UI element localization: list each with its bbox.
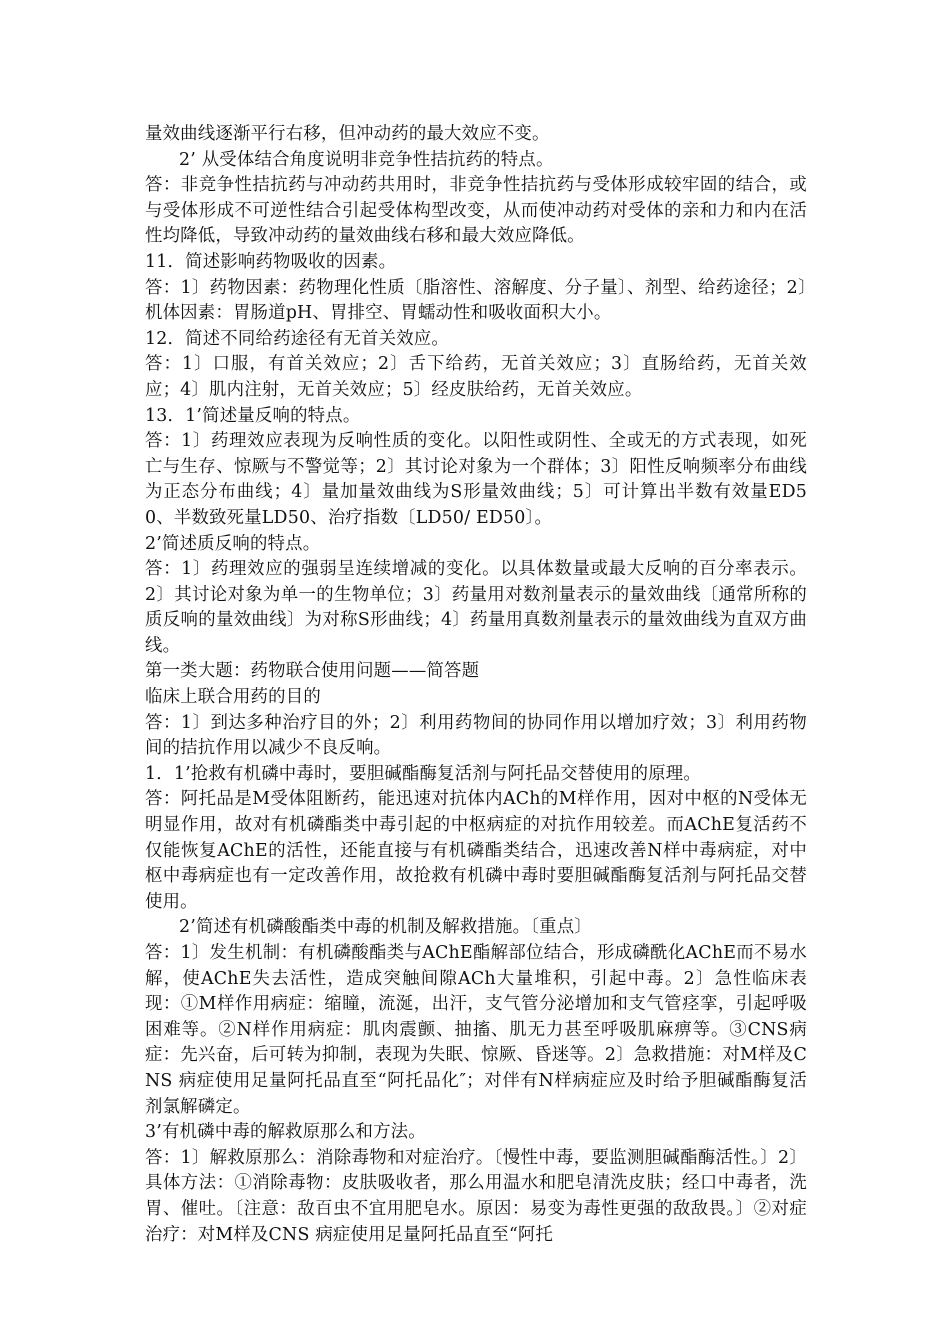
question-heading: 2’简述质反响的特点。 — [145, 533, 321, 554]
question-heading: 11．简述影响药物吸收的因素。 — [145, 251, 397, 272]
answer-paragraph: 答：1〕发生机制：有机磷酸酯类与AChE酯解部位结合，形成磷酰化AChE而不易水解，使AChE失去活性，造成突触间隙ACh大量堆积，引起中毒。2〕急性临床表现：①M样作用病症：缩瞳，流涎，出汗，支气管分泌增加和支气管痉挛，引起呼吸困难等。②N样作用病症：肌肉震颤、抽搐、肌无力甚至呼吸肌麻痹等。③CNS病症：先兴奋，后可转为抑制，表现为失眠、惊厥、昏迷等。2〕急救措施：对M样及CNS 病症使用足量阿托品直至“阿托品化″；对伴有N样病症应及时给予胆碱酯酶复活剂氯解磷定。 — [145, 943, 807, 1117]
question-heading: 2’ 从受体结合角度说明非竞争性拮抗药的特点。 — [179, 149, 554, 170]
document-body — [145, 122, 807, 1248]
question-heading: 3’有机磷中毒的解救原那么和方法。 — [145, 1122, 426, 1143]
paragraph: 量效曲线逐渐平行右移，但冲动药的最大效应不变。 — [145, 124, 550, 144]
question-heading: 1．1’抢救有机磷中毒时，要胆碱酯酶复活剂与阿托品交替使用的原理。 — [145, 763, 701, 784]
question-heading: 12．简述不同给药途径有无首关效应。 — [145, 328, 449, 349]
answer-paragraph: 答：1〕解救原那么：消除毒物和对症治疗。〔慢性中毒，要监测胆碱酯酶活性。〕2〕具体方法：①消除毒物：皮肤吸收者，那么用温水和肥皂清洗皮肤；经口中毒者，洗胃、催吐。〔注意：敌百虫不宜用肥皂水。原因：易变为毒性更强的敌敌畏。〕②对症治疗：对M样及CNS 病症使用足量阿托品直至“阿托 — [145, 1147, 807, 1245]
answer-paragraph: 答：1〕到达多种治疗目的外；2〕利用药物间的协同作用以增加疗效；3〕利用药物间的拮抗作用以减少不良反响。 — [145, 712, 807, 759]
question-heading: 临床上联合用药的目的 — [145, 687, 321, 708]
question-heading: 13．1’简述量反响的特点。 — [145, 405, 361, 426]
answer-paragraph: 答：1〕口服，有首关效应；2〕舌下给药，无首关效应；3〕直肠给药，无首关效应；4〕肌内注射，无首关效应；5〕经皮肤给药，无首关效应。 — [145, 354, 807, 400]
question-heading: 2’简述有机磷酸酯类中毒的机制及解救措施。〔重点〕 — [179, 917, 592, 938]
answer-paragraph: 答：1〕药理效应表现为反响性质的变化。以阳性或阴性、全或无的方式表现，如死亡与生存、惊厥与不警觉等；2〕其讨论对象为一个群体；3〕阳性反响频率分布曲线为正态分布曲线；4〕量加量效曲线为S形量效曲线；5〕可计算出半数有效量ED50、半数致死量LD50、治疗指数〔LD50/ ED50〕。 — [145, 431, 807, 528]
answer-paragraph: 答：1〕药物因素：药物理化性质〔脂溶性、溶解度、分子量〕、剂型、给药途径；2〕机体因素：胃肠道pH、胃排空、胃蠕动性和吸收面积大小。 — [145, 277, 807, 324]
answer-paragraph: 答：非竞争性拮抗药与冲动药共用时，非竞争性拮抗药与受体形成较牢固的结合，或与受体形成不可逆性结合引起受体构型改变，从而使冲动药对受体的亲和力和内在活性均降低，导致冲动药的量效曲线右移和最大效应降低。 — [145, 175, 807, 247]
answer-paragraph: 答：阿托品是M受体阻断药，能迅速对抗体内ACh的M样作用，因对中枢的N受体无明显作用，故对有机磷酯类中毒引起的中枢病症的对抗作用较差。而AChE复活药不仅能恢复AChE的活性，还能直接与有机磷酯类结合，迅速改善N样中毒病症，对中枢中毒病症也有一定改善作用，故抢救有机磷中毒时要胆碱酯酶复活剂与阿托品交替使用。 — [145, 789, 807, 912]
answer-paragraph: 答：1〕药理效应的强弱呈连续增减的变化。以具体数量或最大反响的百分率表示。2〕其讨论对象为单一的生物单位；3〕药量用对数剂量表示的量效曲线〔通常所称的质反响的量效曲线〕为对称S形曲线；4〕药量用真数剂量表示的量效曲线为直双方曲线。 — [145, 559, 807, 656]
section-heading: 第一类大题：药物联合使用问题——简答题 — [145, 661, 480, 682]
